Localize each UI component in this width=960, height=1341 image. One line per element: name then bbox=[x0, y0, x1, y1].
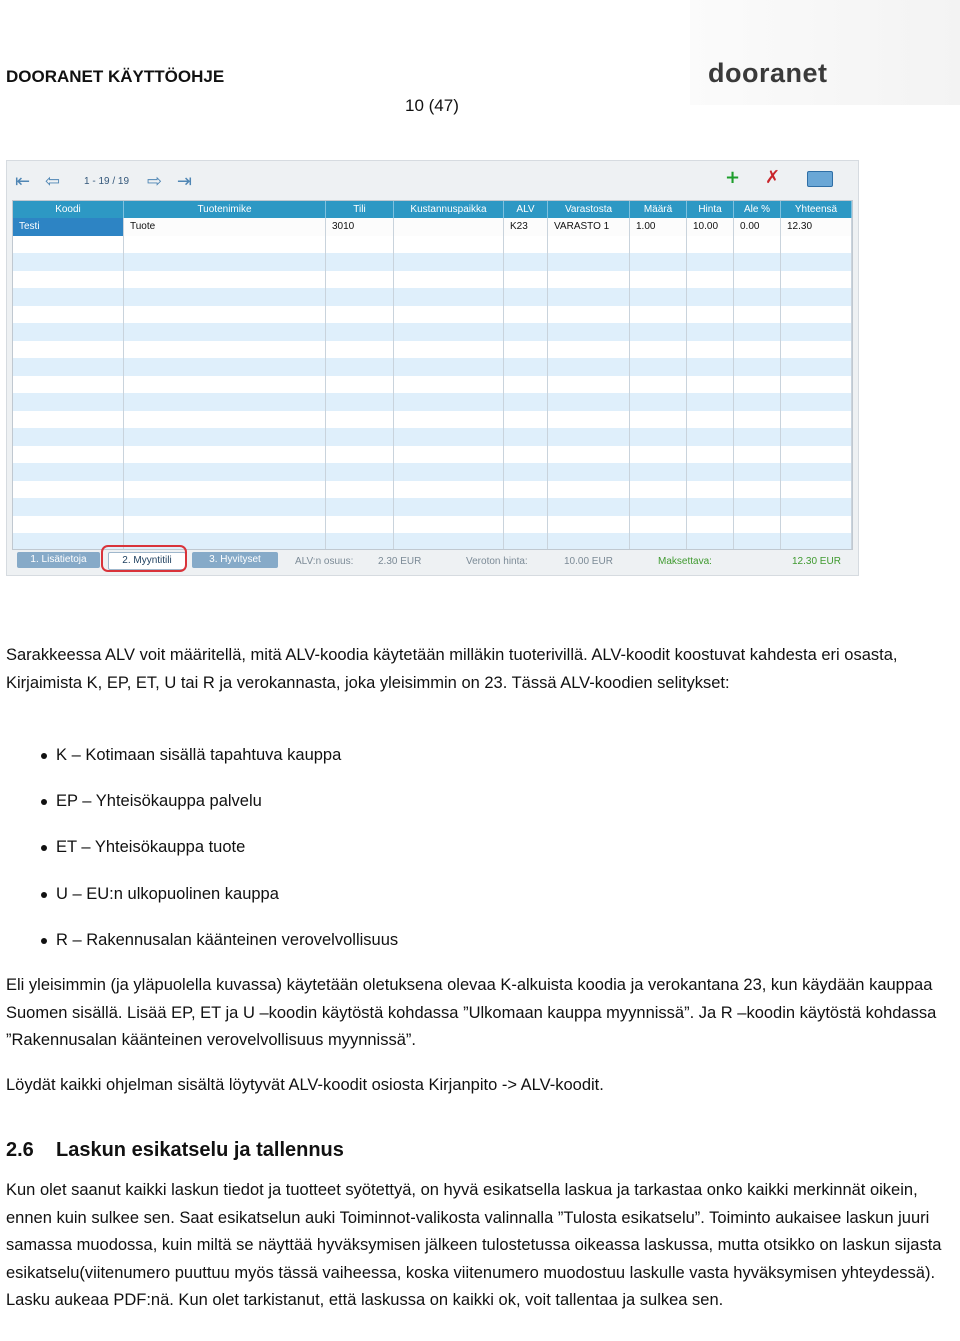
empty-cell[interactable] bbox=[504, 323, 548, 341]
empty-cell[interactable] bbox=[13, 428, 124, 446]
empty-cell[interactable] bbox=[124, 516, 326, 534]
empty-cell[interactable] bbox=[394, 393, 504, 411]
empty-cell[interactable] bbox=[13, 253, 124, 271]
column-header[interactable]: Kustannuspaikka bbox=[394, 201, 504, 218]
empty-cell[interactable] bbox=[13, 376, 124, 394]
empty-cell[interactable] bbox=[781, 253, 852, 271]
empty-cell[interactable] bbox=[326, 358, 394, 376]
empty-cell[interactable] bbox=[781, 481, 852, 499]
empty-cell[interactable] bbox=[124, 341, 326, 359]
empty-cell[interactable] bbox=[13, 341, 124, 359]
empty-cell[interactable] bbox=[734, 516, 781, 534]
empty-cell[interactable] bbox=[124, 481, 326, 499]
empty-cell[interactable] bbox=[781, 288, 852, 306]
empty-cell[interactable] bbox=[124, 323, 326, 341]
empty-cell[interactable] bbox=[734, 411, 781, 429]
empty-table-row[interactable] bbox=[13, 358, 852, 376]
intro-paragraph: Sarakkeessa ALV voit määritellä, mitä ALV-koodia käytetään milläkin tuoterivillä. ALV-koodit koostuvat kahdesta eri osasta, Kirjaimista K, EP, ET, U tai R ja verokannasta, joka yleisimmin on 23. Tässä ALV-koodien selitykset: bbox=[6, 646, 898, 692]
empty-cell[interactable] bbox=[687, 533, 734, 550]
column-header[interactable]: Varastosta bbox=[548, 201, 630, 218]
empty-cell[interactable] bbox=[504, 288, 548, 306]
empty-cell[interactable] bbox=[326, 236, 394, 254]
empty-cell[interactable] bbox=[687, 358, 734, 376]
empty-cell[interactable] bbox=[504, 341, 548, 359]
empty-table-row[interactable] bbox=[13, 253, 852, 271]
empty-cell[interactable] bbox=[781, 428, 852, 446]
empty-cell[interactable] bbox=[630, 306, 687, 324]
list-item: EP – Yhteisökauppa palvelu bbox=[40, 788, 398, 834]
empty-cell[interactable] bbox=[781, 393, 852, 411]
previous-page-icon[interactable]: ⇦ bbox=[45, 171, 61, 192]
empty-cell[interactable] bbox=[781, 516, 852, 534]
empty-cell[interactable] bbox=[630, 533, 687, 550]
cell-vat-code[interactable]: K23 bbox=[504, 218, 548, 236]
empty-cell[interactable] bbox=[326, 446, 394, 464]
highlight-ring bbox=[101, 545, 187, 572]
empty-cell[interactable] bbox=[326, 376, 394, 394]
empty-table-row[interactable] bbox=[13, 393, 852, 411]
empty-cell[interactable] bbox=[326, 463, 394, 481]
empty-cell[interactable] bbox=[124, 393, 326, 411]
empty-cell[interactable] bbox=[124, 376, 326, 394]
empty-cell[interactable] bbox=[13, 516, 124, 534]
empty-cell[interactable] bbox=[734, 481, 781, 499]
empty-cell[interactable] bbox=[124, 306, 326, 324]
column-header[interactable]: Tili bbox=[326, 201, 394, 218]
bottom-tabs bbox=[12, 550, 853, 572]
empty-cell[interactable] bbox=[548, 323, 630, 341]
empty-cell[interactable] bbox=[781, 323, 852, 341]
empty-table-row[interactable] bbox=[13, 411, 852, 429]
list-item: ET – Yhteisökauppa tuote bbox=[40, 834, 398, 880]
empty-table-row[interactable] bbox=[13, 306, 852, 324]
empty-cell[interactable] bbox=[326, 271, 394, 289]
net-price-value: 10.00 EUR bbox=[564, 556, 613, 567]
empty-cell[interactable] bbox=[548, 463, 630, 481]
vat-code-list bbox=[40, 742, 398, 973]
empty-cell[interactable] bbox=[548, 498, 630, 516]
empty-cell[interactable] bbox=[548, 236, 630, 254]
empty-cell[interactable] bbox=[326, 411, 394, 429]
list-item: R – Rakennusalan käänteinen verovelvollisuus bbox=[40, 927, 398, 973]
empty-cell[interactable] bbox=[734, 533, 781, 550]
empty-table-row[interactable] bbox=[13, 341, 852, 359]
empty-cell[interactable] bbox=[504, 463, 548, 481]
empty-cell[interactable] bbox=[687, 446, 734, 464]
empty-cell[interactable] bbox=[326, 306, 394, 324]
empty-cell[interactable] bbox=[504, 428, 548, 446]
empty-cell[interactable] bbox=[630, 376, 687, 394]
empty-cell[interactable] bbox=[13, 288, 124, 306]
empty-cell[interactable] bbox=[326, 481, 394, 499]
empty-cell[interactable] bbox=[504, 271, 548, 289]
empty-cell[interactable] bbox=[326, 498, 394, 516]
empty-cell[interactable] bbox=[394, 236, 504, 254]
preview-paragraph: Kun olet saanut kaikki laskun tiedot ja tuotteet syötettyä, on hyvä esikatsella laskua ja tarkastaa onko kaikki merkinnät oikein, ennen kuin sulkee sen. Saat esikatselun auki Toiminnot-valikosta valinnalla ”Tulosta esikatselu”. Toiminto aukaisee laskun juuri samassa muodossa, kuin miltä se näyttää hyväksymisen jälkeen tulostetussa oikeassa laskussa, mutta otsikko on laskun sijasta esikatselu(viitenumero puuttuu myös tässä vaiheessa, koska viitenumero muodostuu laskulle vasta hyväksymisen yhteydessä). Lasku aukeaa PDF:nä. Kun olet tarkistanut, että laskussa on kaikki ok, voit tallentaa ja sulkea sen. bbox=[6, 1181, 942, 1309]
empty-cell[interactable] bbox=[781, 236, 852, 254]
empty-cell[interactable] bbox=[394, 376, 504, 394]
empty-cell[interactable] bbox=[687, 323, 734, 341]
empty-cell[interactable] bbox=[687, 236, 734, 254]
page-number: 10 (47) bbox=[405, 96, 459, 115]
empty-cell[interactable] bbox=[548, 516, 630, 534]
empty-cell[interactable] bbox=[687, 253, 734, 271]
empty-cell[interactable] bbox=[548, 481, 630, 499]
empty-cell[interactable] bbox=[687, 463, 734, 481]
empty-cell[interactable] bbox=[394, 253, 504, 271]
empty-cell[interactable] bbox=[548, 393, 630, 411]
empty-cell[interactable] bbox=[504, 306, 548, 324]
empty-cell[interactable] bbox=[394, 446, 504, 464]
cell-cost-center[interactable] bbox=[394, 218, 504, 236]
cell-warehouse[interactable]: VARASTO 1 bbox=[548, 218, 630, 236]
empty-cell[interactable] bbox=[394, 411, 504, 429]
empty-cell[interactable] bbox=[504, 376, 548, 394]
empty-cell[interactable] bbox=[630, 463, 687, 481]
column-header[interactable]: Koodi bbox=[13, 201, 124, 218]
empty-cell[interactable] bbox=[781, 358, 852, 376]
empty-cell[interactable] bbox=[326, 393, 394, 411]
empty-cell[interactable] bbox=[124, 271, 326, 289]
empty-cell[interactable] bbox=[781, 271, 852, 289]
usage-paragraph: Eli yleisimmin (ja yläpuolella kuvassa) käytetään oletuksena olevaa K-alkuista koodia ja verokantana 23, kun käydään kauppaa Suomen sisällä. Lisää EP, ET ja U –koodin käytöstä kohdassa ”Ulkomaan kauppa myynnissä”. Ja R –koodin käytöstä kohdassa ”Rakennusalan käänteinen verovelvollisuus myynnissä”. bbox=[6, 976, 937, 1049]
empty-cell[interactable] bbox=[734, 393, 781, 411]
empty-cell[interactable] bbox=[13, 236, 124, 254]
empty-cell[interactable] bbox=[687, 481, 734, 499]
empty-cell[interactable] bbox=[124, 288, 326, 306]
net-price-label: Veroton hinta: bbox=[466, 556, 528, 567]
payable-label: Maksettava: bbox=[658, 556, 712, 567]
list-item: U – EU:n ulkopuolinen kauppa bbox=[40, 881, 398, 927]
empty-cell[interactable] bbox=[13, 411, 124, 429]
empty-cell[interactable] bbox=[630, 236, 687, 254]
empty-cell[interactable] bbox=[394, 341, 504, 359]
empty-cell[interactable] bbox=[504, 533, 548, 550]
empty-cell[interactable] bbox=[630, 428, 687, 446]
empty-cell[interactable] bbox=[13, 271, 124, 289]
empty-cell[interactable] bbox=[504, 516, 548, 534]
empty-cell[interactable] bbox=[734, 428, 781, 446]
empty-cell[interactable] bbox=[394, 306, 504, 324]
empty-cell[interactable] bbox=[13, 446, 124, 464]
empty-table-row[interactable] bbox=[13, 516, 852, 534]
vat-share-value: 2.30 EUR bbox=[378, 556, 422, 567]
empty-cell[interactable] bbox=[548, 411, 630, 429]
empty-cell[interactable] bbox=[124, 358, 326, 376]
empty-cell[interactable] bbox=[781, 306, 852, 324]
tab-hyvitykset[interactable]: 3. Hyvityset bbox=[192, 552, 278, 568]
empty-cell[interactable] bbox=[504, 393, 548, 411]
empty-table-row[interactable] bbox=[13, 498, 852, 516]
empty-cell[interactable] bbox=[687, 411, 734, 429]
empty-cell[interactable] bbox=[630, 341, 687, 359]
empty-cell[interactable] bbox=[734, 236, 781, 254]
empty-cell[interactable] bbox=[781, 446, 852, 464]
empty-cell[interactable] bbox=[394, 533, 504, 550]
pager-text: 1 - 19 / 19 bbox=[84, 176, 130, 187]
empty-cell[interactable] bbox=[548, 533, 630, 550]
empty-cell[interactable] bbox=[394, 428, 504, 446]
empty-cell[interactable] bbox=[124, 446, 326, 464]
first-page-icon[interactable]: ⇤ bbox=[15, 171, 31, 192]
empty-cell[interactable] bbox=[124, 463, 326, 481]
empty-cell[interactable] bbox=[630, 253, 687, 271]
empty-cell[interactable] bbox=[124, 236, 326, 254]
empty-cell[interactable] bbox=[394, 516, 504, 534]
empty-cell[interactable] bbox=[394, 323, 504, 341]
empty-cell[interactable] bbox=[734, 288, 781, 306]
empty-cell[interactable] bbox=[504, 358, 548, 376]
cell-code[interactable]: Testi bbox=[13, 218, 124, 236]
column-header[interactable]: ALV bbox=[504, 201, 548, 218]
empty-cell[interactable] bbox=[630, 516, 687, 534]
empty-cell[interactable] bbox=[124, 428, 326, 446]
empty-cell[interactable] bbox=[124, 498, 326, 516]
empty-cell[interactable] bbox=[687, 428, 734, 446]
delete-row-icon[interactable]: ✗ bbox=[765, 167, 781, 188]
cell-account[interactable]: 3010 bbox=[326, 218, 394, 236]
column-header[interactable]: Hinta bbox=[687, 201, 734, 218]
empty-cell[interactable] bbox=[630, 481, 687, 499]
empty-cell[interactable] bbox=[734, 306, 781, 324]
empty-cell[interactable] bbox=[394, 271, 504, 289]
empty-cell[interactable] bbox=[326, 533, 394, 550]
empty-table-row[interactable] bbox=[13, 288, 852, 306]
empty-cell[interactable] bbox=[734, 463, 781, 481]
column-header[interactable]: Tuotenimike bbox=[124, 201, 326, 218]
column-header[interactable]: Ale % bbox=[734, 201, 781, 218]
empty-cell[interactable] bbox=[687, 341, 734, 359]
empty-table-row[interactable] bbox=[13, 376, 852, 394]
empty-cell[interactable] bbox=[13, 358, 124, 376]
column-header[interactable]: Yhteensä bbox=[781, 201, 852, 218]
empty-cell[interactable] bbox=[548, 376, 630, 394]
cell-discount[interactable]: 0.00 bbox=[734, 218, 781, 236]
empty-cell[interactable] bbox=[124, 253, 326, 271]
empty-cell[interactable] bbox=[687, 271, 734, 289]
empty-cell[interactable] bbox=[13, 498, 124, 516]
empty-cell[interactable] bbox=[548, 341, 630, 359]
list-item: K – Kotimaan sisällä tapahtuva kauppa bbox=[40, 742, 398, 788]
empty-cell[interactable] bbox=[687, 498, 734, 516]
empty-cell[interactable] bbox=[734, 253, 781, 271]
empty-table-row[interactable] bbox=[13, 271, 852, 289]
invoice-rows-screenshot bbox=[6, 160, 859, 576]
empty-cell[interactable] bbox=[326, 516, 394, 534]
next-page-icon[interactable]: ⇨ bbox=[147, 171, 163, 192]
empty-cell[interactable] bbox=[630, 498, 687, 516]
empty-cell[interactable] bbox=[734, 341, 781, 359]
table-header bbox=[13, 201, 852, 218]
empty-cell[interactable] bbox=[687, 288, 734, 306]
empty-cell[interactable] bbox=[548, 446, 630, 464]
section-title: Laskun esikatselu ja tallennus bbox=[56, 1139, 344, 1161]
tab-lisatietoja[interactable]: 1. Lisätietoja bbox=[17, 552, 100, 568]
empty-cell[interactable] bbox=[734, 376, 781, 394]
payable-value: 12.30 EUR bbox=[792, 556, 841, 567]
vat-share-label: ALV:n osuus: bbox=[295, 556, 354, 567]
empty-cell[interactable] bbox=[781, 341, 852, 359]
empty-cell[interactable] bbox=[781, 411, 852, 429]
empty-cell[interactable] bbox=[687, 393, 734, 411]
empty-cell[interactable] bbox=[504, 481, 548, 499]
empty-cell[interactable] bbox=[504, 253, 548, 271]
empty-cell[interactable] bbox=[630, 271, 687, 289]
empty-cell[interactable] bbox=[394, 481, 504, 499]
empty-cell[interactable] bbox=[504, 236, 548, 254]
dooranet-logo: dooranet bbox=[708, 58, 828, 88]
empty-cell[interactable] bbox=[630, 393, 687, 411]
section-number: 2.6 bbox=[6, 1139, 34, 1161]
empty-cell[interactable] bbox=[124, 411, 326, 429]
empty-cell[interactable] bbox=[394, 498, 504, 516]
empty-cell[interactable] bbox=[781, 376, 852, 394]
empty-table-row[interactable] bbox=[13, 481, 852, 499]
empty-cell[interactable] bbox=[394, 358, 504, 376]
empty-cell[interactable] bbox=[13, 323, 124, 341]
empty-cell[interactable] bbox=[630, 288, 687, 306]
empty-cell[interactable] bbox=[687, 376, 734, 394]
empty-cell[interactable] bbox=[548, 306, 630, 324]
empty-cell[interactable] bbox=[734, 358, 781, 376]
empty-cell[interactable] bbox=[687, 516, 734, 534]
empty-cell[interactable] bbox=[548, 288, 630, 306]
empty-table-row[interactable] bbox=[13, 236, 852, 254]
empty-cell[interactable] bbox=[781, 498, 852, 516]
empty-cell[interactable] bbox=[734, 271, 781, 289]
section-heading bbox=[6, 1139, 344, 1162]
last-page-icon[interactable]: ⇥ bbox=[177, 171, 193, 192]
cell-quantity[interactable]: 1.00 bbox=[630, 218, 687, 236]
empty-table-row[interactable] bbox=[13, 463, 852, 481]
empty-cell[interactable] bbox=[548, 253, 630, 271]
empty-cell[interactable] bbox=[504, 411, 548, 429]
empty-cell[interactable] bbox=[548, 428, 630, 446]
vat-location-paragraph: Löydät kaikki ohjelman sisältä löytyvät ALV-koodit osiosta Kirjanpito -> ALV-koodit. bbox=[6, 1076, 604, 1094]
table-row[interactable] bbox=[13, 218, 852, 236]
add-multiple-rows-icon[interactable] bbox=[807, 171, 833, 187]
empty-cell[interactable] bbox=[13, 393, 124, 411]
empty-cell[interactable] bbox=[687, 306, 734, 324]
logo-area bbox=[690, 0, 960, 105]
empty-cell[interactable] bbox=[734, 323, 781, 341]
empty-cell[interactable] bbox=[630, 446, 687, 464]
empty-cell[interactable] bbox=[394, 288, 504, 306]
empty-cell[interactable] bbox=[326, 341, 394, 359]
empty-table-row[interactable] bbox=[13, 428, 852, 446]
empty-cell[interactable] bbox=[326, 288, 394, 306]
empty-cell[interactable] bbox=[781, 533, 852, 550]
cell-product-name[interactable]: Tuote bbox=[124, 218, 326, 236]
empty-cell[interactable] bbox=[630, 323, 687, 341]
column-header[interactable]: Määrä bbox=[630, 201, 687, 218]
empty-cell[interactable] bbox=[630, 358, 687, 376]
product-rows-table bbox=[12, 200, 853, 550]
add-row-icon[interactable]: + bbox=[725, 167, 741, 188]
empty-cell[interactable] bbox=[734, 446, 781, 464]
empty-cell[interactable] bbox=[504, 498, 548, 516]
tab-myyntitili[interactable]: 2. Myyntitili bbox=[108, 552, 186, 570]
empty-table-row[interactable] bbox=[13, 446, 852, 464]
empty-cell[interactable] bbox=[781, 463, 852, 481]
empty-cell[interactable] bbox=[548, 358, 630, 376]
cell-total[interactable]: 12.30 bbox=[781, 218, 852, 236]
empty-cell[interactable] bbox=[504, 446, 548, 464]
empty-table-row[interactable] bbox=[13, 323, 852, 341]
document-title: DOORANET KÄYTTÖOHJE bbox=[6, 67, 225, 86]
empty-cell[interactable] bbox=[548, 271, 630, 289]
empty-cell[interactable] bbox=[326, 428, 394, 446]
empty-cell[interactable] bbox=[13, 481, 124, 499]
empty-cell[interactable] bbox=[13, 463, 124, 481]
empty-cell[interactable] bbox=[630, 411, 687, 429]
cell-price[interactable]: 10.00 bbox=[687, 218, 734, 236]
empty-cell[interactable] bbox=[326, 323, 394, 341]
empty-cell[interactable] bbox=[13, 306, 124, 324]
empty-cell[interactable] bbox=[734, 498, 781, 516]
empty-cell[interactable] bbox=[326, 253, 394, 271]
empty-cell[interactable] bbox=[394, 463, 504, 481]
